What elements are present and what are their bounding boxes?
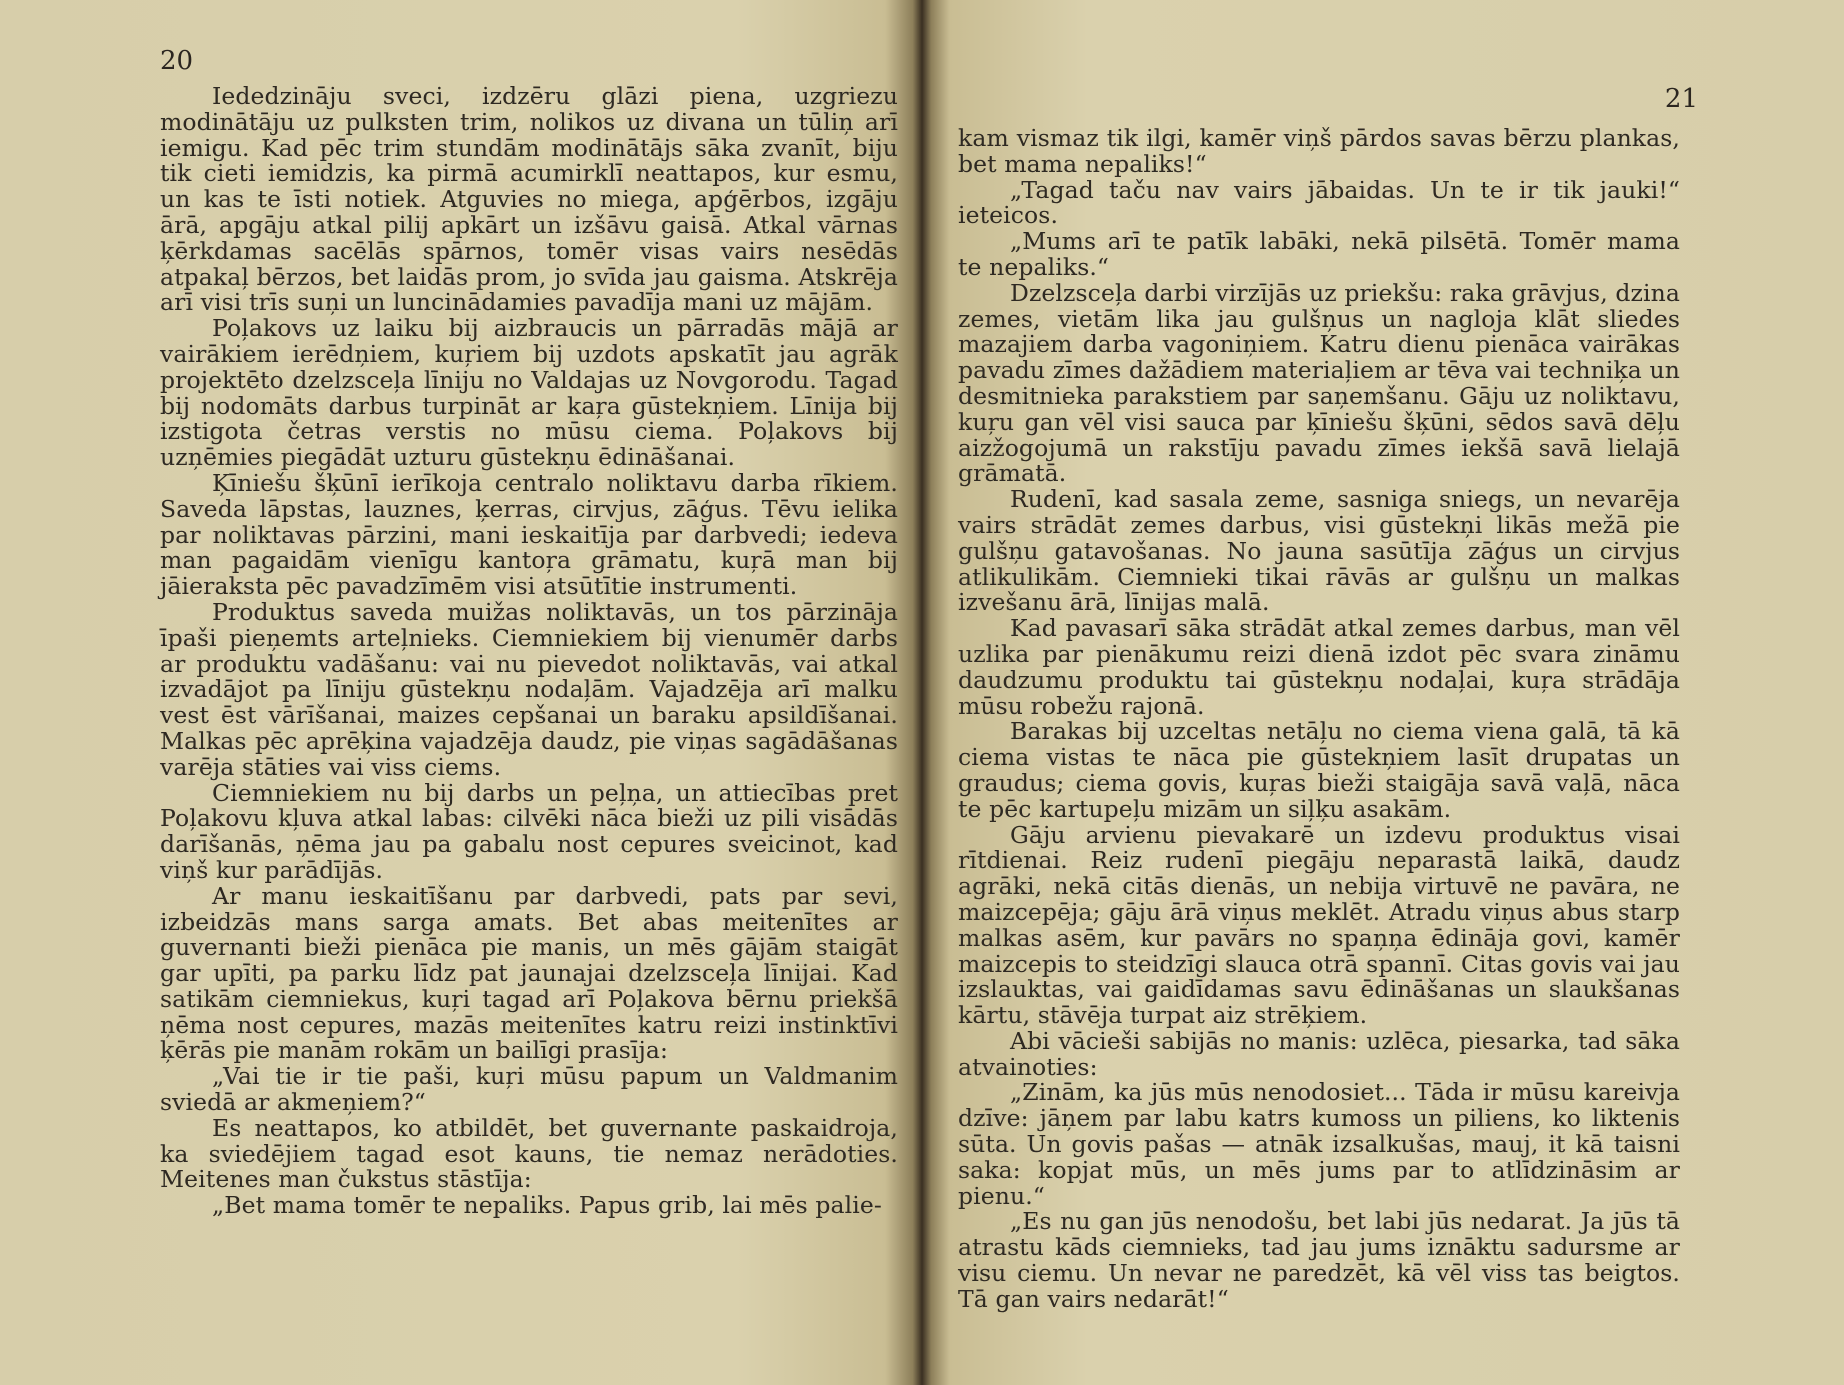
paragraph: kam vismaz tik ilgi, kamēr viņš pārdos savas bērzu plankas, bet mama nepaliks!“ — [958, 124, 1680, 178]
paragraph: „Vai tie ir tie paši, kuŗi mūsu papum un Valdmanim sviedā ar akmeņiem?“ — [160, 1062, 898, 1117]
paragraph: Gāju arvienu pievakarē un izdevu produktus visai rītdienai. Reiz rudenī piegāju neparastā laikā, daudz agrāki, nekā citās dienās, un nebija virtuvē ne pavāra, ne maizcepēja; gāju ārā viņus meklēt. Atradu viņus abus starp malkas asēm, kur pavārs no spaņņa ēdināja govi, kamēr maizcepis to steidzīgi slauca otrā spannī. Citas govis vai jau izslauktas, vai gaidīdamas savu ēdināšanas un slaukšanas kārtu, stāvēja turpat aiz strēķiem. — [958, 820, 1680, 1030]
paragraph: Abi vācieši sabijās no manis: uzlēca, piesarka, tad sāka atvainoties: — [958, 1026, 1680, 1081]
paragraph: Rudenī, kad sasala zeme, sasniga sniegs, un nevarēja vairs strādāt zemes darbus, visi gūstekņi likās mežā pie gulšņu gatavošanas. No jauna sasūtīja zāģus un cirvjus atlikulikām. Ciemnieki tikai rāvās ar gulšņu un malkas izvešanu ārā, līnijas malā. — [958, 485, 1680, 617]
paragraph: „Zinām, ka jūs mūs nenodosiet... Tāda ir mūsu kareivja dzīve: jāņem par labu katrs kumoss un piliens, ko liktenis sūta. Un govis pašas — atnāk izsalkušas, mauj, it kā taisni saka: kopjat mūs, un mēs jums par to atlīdzināsim ar pienu.“ — [958, 1078, 1680, 1210]
page-text — [958, 126, 1680, 1313]
paragraph: Dzelzsceļa darbi virzījās uz priekšu: raka grāvjus, dzina zemes, vietām lika jau gulšņus un nagloja klāt sliedes mazajiem darba vagoniņiem. Katru dienu pienāca vairākas pavadu zīmes dažādiem materiaļiem ar tēva vai techniķa un desmitnieka parakstiem par saņemšanu. Gāju uz noliktavu, kuŗu gan vēl visi sauca par ķīniešu šķūni, sēdos savā dēļu aizžogojumā un rakstīju pavadu zīmes iekšā savā lielajā grāmatā. — [958, 278, 1680, 488]
paragraph: Es neattapos, ko atbildēt, bet guvernante paskaidroja, ka sviedējiem tagad esot kauns, tie nemaz nerādoties. Meitenes man čukstus stāstīja: — [160, 1113, 898, 1194]
page-text — [160, 84, 898, 1219]
paragraph: „Mums arī te patīk labāki, nekā pilsētā. Tomēr mama te nepaliks.“ — [958, 227, 1680, 281]
paragraph: Ķīniešu šķūnī ierīkoja centralo noliktavu darba rīkiem. Saveda lāpstas, lauznes, ķerras, cirvjus, zāģus. Tēvu ielika par noliktavas pārzini, mani ieskaitīja par darbvedi; iedeva man pagaidām vienīgu kantoŗa grāmatu, kuŗā man bij jāieraksta pēc pavadzīmēm visi atsūtītie instrumenti. — [160, 468, 898, 601]
paragraph: „Es nu gan jūs nenodošu, bet labi jūs nedarat. Ja jūs tā atrastu kāds ciemnieks, tad jau jums iznāktu sadursme ar visu ciemu. Un nevar ne paredzēt, kā vēl viss tas beigtos. Tā gan vairs nedarāt!“ — [958, 1207, 1680, 1313]
paragraph: „Bet mama tomēr te nepaliks. Papus grib, lai mēs palie- — [212, 1191, 882, 1220]
paragraph: Iededzināju sveci, izdzēru glāzi piena, uzgriezu modinātāju uz pulksten trim, nolikos uz divana un tūliņ arī iemigu. Kad pēc trim stundām modinātājs sāka zvanīt, biju tik cieti iemidzis, ka pirmā acumirklī neattapos, kur esmu, un kas te īsti notiek. Atguvies no miega, apģērbos, izgāju ārā, apgāju atkal pilij apkārt un izšāvu gaisā. Atkal vārnas ķērkdamas sacēlās spārnos, tomēr visas vairs nesēdās atpakaļ bērzos, bet laidās prom, jo svīda jau gaisma. Atskrēja arī visi trīs suņi un luncinādamies pavadīja mani uz mājām. — [160, 82, 898, 317]
page-number: 20 — [160, 46, 194, 76]
paragraph: Poļakovs uz laiku bij aizbraucis un pārradās mājā ar vairākiem ierēdņiem, kuŗiem bij uzdots apskatīt jau agrāk projektēto dzelzsceļa līniju no Valdajas uz Novgorodu. Tagad bij nodomāts darbus turpināt ar kaŗa gūstekņiem. Līnija bij izstigota četras verstis no mūsu ciema. Poļakovs bij uzņēmies piegādāt uzturu gūstekņu ēdināšanai. — [160, 314, 898, 472]
paragraph: Produktus saveda muižas noliktavās, un tos pārzināja īpaši pieņemts arteļnieks. Ciemniekiem bij vienumēr darbs ar produktu vadāšanu: vai nu pievedot noliktavās, vai atkal izvadājot pa līniju gūstekņu nodaļām. Vajadzēja arī malku vest ēst vārīšanai, maizes cepšanai un baraku apsildīšanai. Malkas pēc aprēķina vajadzēja daudz, pie viņas sagādāšanas varēja stāties vai viss ciems. — [160, 597, 898, 781]
paragraph: Ar manu ieskaitīšanu par darbvedi, pats par sevi, izbeidzās mans sarga amats. Bet abas meitenītes ar guvernanti bieži pienāca pie manis, un mēs gājām staigāt gar upīti, pa parku līdz pat jaunajai dzelzsceļa līnijai. Kad satikām ciemniekus, kuŗi tagad arī Poļakova bērnu priekšā ņēma nost cepures, mazās meitenītes katru reizi instinktīvi ķērās pie manām rokām un bailīgi prasīja: — [160, 881, 898, 1065]
right-page — [922, 0, 1844, 1385]
paragraph: Ciemniekiem nu bij darbs un peļņa, un attiecības pret Poļakovu kļuva atkal labas: cilvēki nāca bieži uz pili visādās darīšanās, ņēma jau pa gabalu nost cepures sveicinot, kad viņš kur parādījās. — [160, 778, 898, 884]
paragraph: Kad pavasarī sāka strādāt atkal zemes darbus, man vēl uzlika par pienākumu reizi dienā izdot pēc svara zināmu daudzumu produktu tai gūstekņu nodaļai, kuŗa strādāja mūsu robežu rajonā. — [958, 614, 1680, 720]
paragraph: Barakas bij uzceltas netāļu no ciema viena galā, tā kā ciema vistas te nāca pie gūstekņiem lasīt drupatas un graudus; ciema govis, kuŗas bieži staigāja savā vaļā, nāca te pēc kartupeļu mizām un siļķu asakām. — [958, 717, 1680, 823]
page-number: 21 — [1664, 84, 1698, 114]
paragraph: „Tagad taču nav vairs jābaidas. Un te ir tik jauki!“ ieteicos. — [958, 175, 1680, 230]
